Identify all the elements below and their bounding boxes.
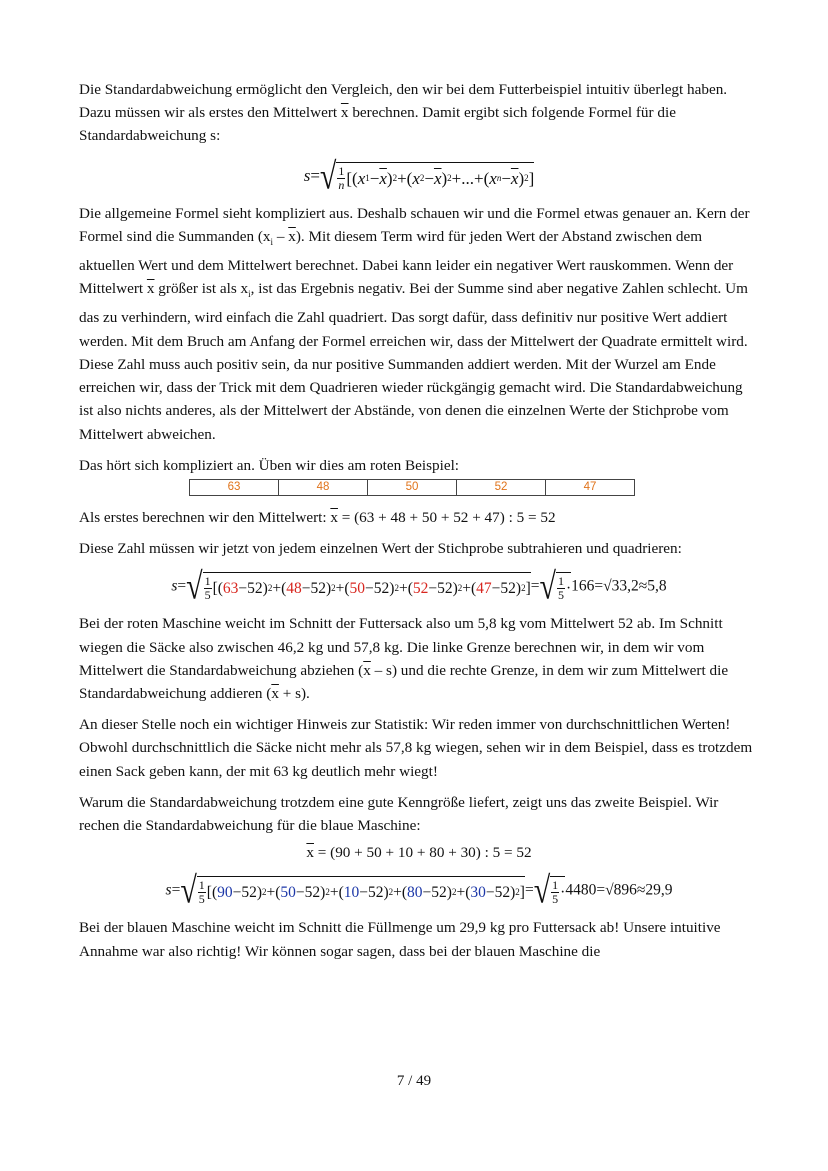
blue-formula: s= √ $\frac{1}{5}$ [( 90 −52) 2 +( 50 −52) 2 +( 10 −52) 2 +( 80 −52) 2 +( 30 −52) 2 ] = √ $\frac{1}{5}$ · 4480=√896≈29,9: [165, 870, 673, 912]
blue-mean: $\overline{x} = (90 + 50 + 10 + 80 + 30)$ : 5 = 52: [306, 844, 532, 862]
blue-result-paragraph: Bei der blauen Maschine weicht im Schnitt die Füllmenge um 29,9 kg pro Futtersack ab! Unsere intuitive Annahme war also richtig! Wir können sogar sagen, dass bei der blauen Maschine die: [79, 919, 721, 960]
mean-paragraph: Als erstes berechnen wir den Mittelwert: $\overline{x} = (63 + 48 + 50 + 52 + 47)$ : 5 = 52: [79, 508, 556, 526]
red-sample-table: [189, 479, 635, 496]
practice-intro: Das hört sich kompliziert an. Üben wir dies am roten Beispiel:: [79, 456, 460, 474]
red-sample-cell: 63: [190, 479, 279, 495]
explanation-paragraph: Die allgemeine Formel sieht kompliziert aus. Deshalb schauen wir und die Formel etwas genauer an. Kern der Formel sind die Summanden $(x_i - \overline{x})$. Mit diesem Term wird für jeden Wert der Abstand zwischen dem aktuellen Wert und dem Mittelwert berechnet. Dabei kann leider ein negativer Wert rauskommen. Wenn der Mittelwert $\overline{x}$ größer ist als $x_i$, ist das Ergebnis negativ. Bei der Summe sind aber negative Zahlen schlecht. Um das zu verhindern, wird einfach die Zahl quadriert. Das sorgt dafür, dass definitiv nur positive Wert addiert werden. Mit dem Bruch am Anfang der Formel erreichen wir, dass der Mittelwert der Quadrate ermittelt wird. Diese Zahl muss auch positiv sein, da nur positive Summanden addiert werden. Mit der Wurzel am Ende erreichen wir, dass der Trick mit dem Quadrieren wieder rückgängig gemacht wird. Die Standardabweichung ist also nichts anderes, als der Mittelwert der Abstände, von denen die einzelnen Werte der Stichprobe vom Mittelwert abweichen.: [79, 204, 750, 443]
red-result-paragraph: Bei der roten Maschine weicht im Schnitt der Futtersack also um 5,8 kg vom Mittelwert 52 ab. Im Schnitt wiegen die Säcke also zwischen 46,2 kg und 57,8 kg. Die linke Grenze berechnen wir, in dem wir vom Mittelwert die Standardabweichung abziehen $(\overline{x} - s)$ und die rechte Grenze, in dem wir zum Mittelwert die Standardabweichung addieren $(\overline{x} + s)$.: [79, 615, 729, 702]
blue-intro-paragraph: Warum die Standardabweichung trotzdem eine gute Kenngröße liefert, zeigt uns das zweite Beispiel. Wir rechen die Standardabweichung für die blaue Maschine:: [79, 793, 719, 834]
document-page: [79, 78, 759, 971]
red-sample-cell: 48: [279, 479, 368, 495]
red-sample-cell: 52: [457, 479, 546, 495]
page-number: 7 / 49: [396, 1073, 432, 1089]
intro-paragraph: Die Standardabweichung ermöglicht den Vergleich, den wir bei dem Futterbeispiel intuitiv überlegt haben. Dazu müssen wir als erstes den Mittelwert $\overline{x}$ berechnen. Damit ergibt sich folgende Formel für die Standardabweichung s:: [79, 81, 728, 145]
red-sample-cell: 47: [546, 479, 635, 495]
general-formula: s= √ $\frac{1}{n}$ [( x 1 − $\overline{x}$ ) 2 +( x 2 − $\overline{x}$ ) 2 +...+( x n − $\overline{x}$ ) 2 ]: [303, 155, 535, 197]
red-formula: s= √ $\frac{1}{5}$ [( 63 −52) 2 +( 48 −52) 2 +( 50 −52) 2 +( 52 −52) 2 +( 47 −52) 2 ] = √ $\frac{1}{5}$ · 166=√33,2≈5,8: [171, 566, 667, 608]
statistics-note: An dieser Stelle noch ein wichtiger Hinweis zur Statistik: Wir reden immer von durchschnittlichen Werten! Obwohl durchschnittlich die Säcke nicht mehr als 57,8 kg wiegen, sehen wir in dem Beispiel, dass es trotzdem einen Sack geben kann, der mit 63 kg deutlich mehr wiegt!: [79, 716, 753, 780]
red-sample-cell: 50: [368, 479, 457, 495]
subtract-paragraph: Diese Zahl müssen wir jetzt von jedem einzelnen Wert der Stichprobe subtrahieren und quadrieren:: [79, 540, 682, 558]
